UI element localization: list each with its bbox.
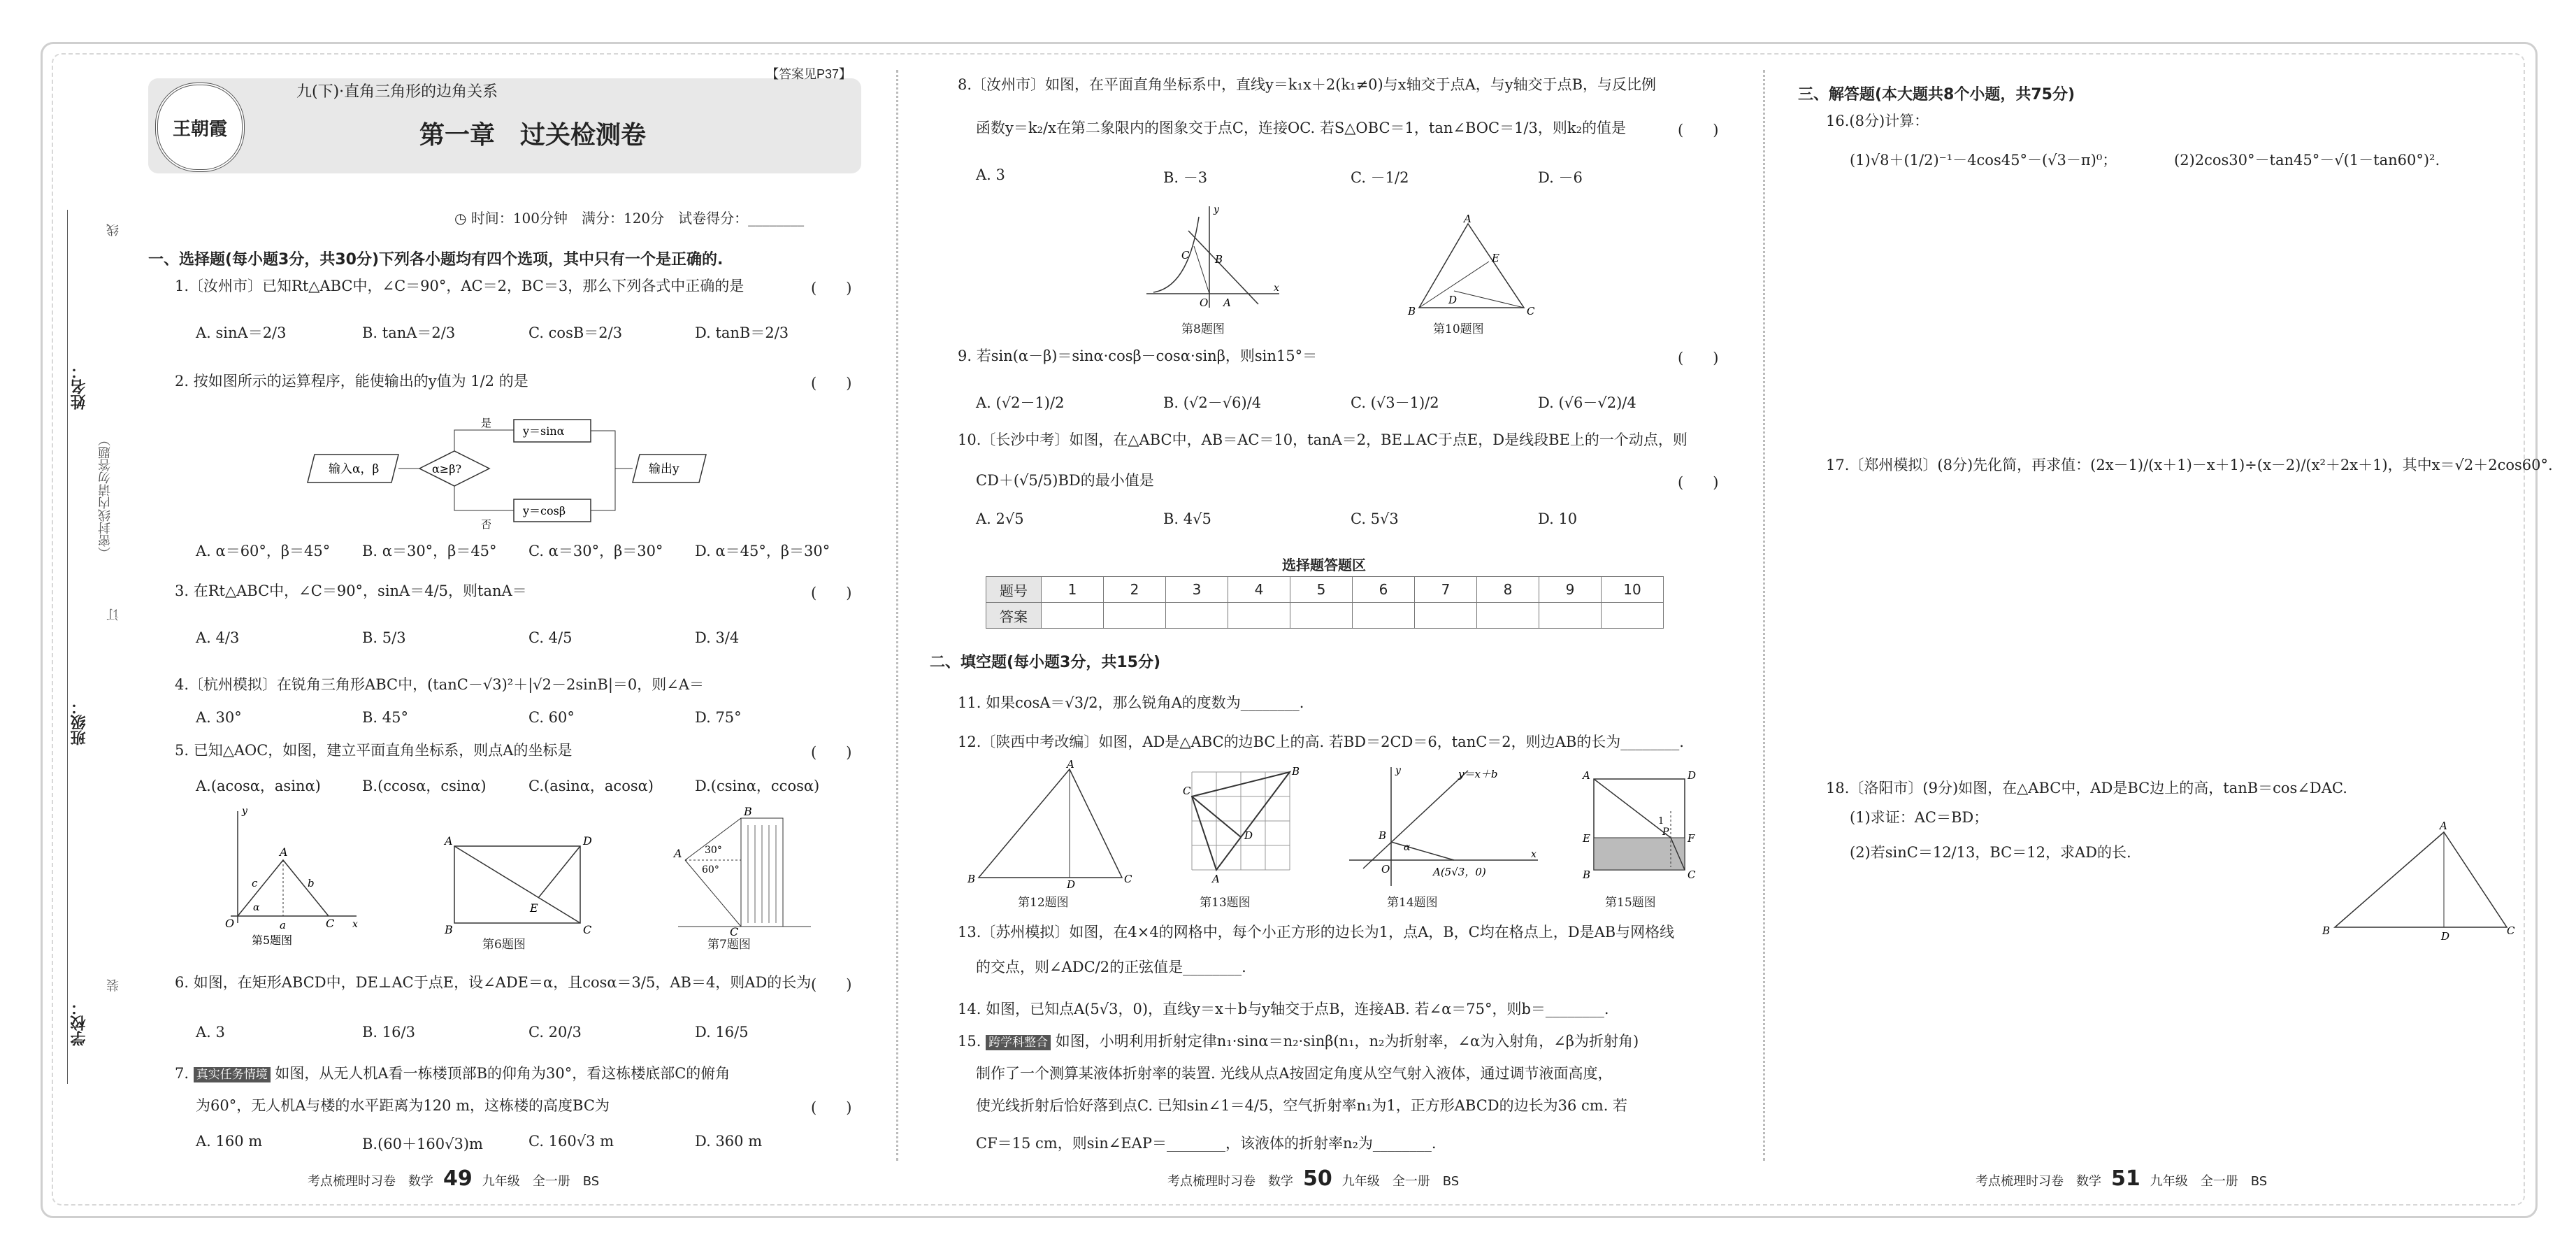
q8-option-c: C. －1/2 xyxy=(1351,169,1409,186)
svg-text:x: x xyxy=(352,919,358,930)
answer-num: 1 xyxy=(1042,577,1104,603)
q15-text4: CF＝15 cm，则sin∠EAP＝________，该液体的折射率n₂为________. xyxy=(976,1135,1437,1152)
q16-part1: (1)√8＋(1/2)⁻¹－4cos45°－(√3－π)⁰； xyxy=(1850,152,2117,169)
footer-left-pre: 考点梳理时习卷 数学 xyxy=(308,1174,433,1189)
q10-option-a: A. 2√5 xyxy=(976,510,1024,527)
q10-option-b: B. 4√5 xyxy=(1163,510,1211,527)
svg-text:30°: 30° xyxy=(705,845,722,856)
name-label: 姓名： xyxy=(71,364,88,410)
q8-option-a: A. 3 xyxy=(976,166,1005,183)
breadcrumb: 九(下)·直角三角形的边角关系 xyxy=(296,83,498,101)
answer-cell[interactable] xyxy=(1166,603,1228,629)
svg-text:E: E xyxy=(1583,832,1590,845)
footer-mid-pre: 考点梳理时习卷 数学 xyxy=(1167,1174,1293,1189)
q9-stem: 9. 若sin(α－β)＝sinα·cosβ－cosα·sinβ，则sin15°＝ xyxy=(958,348,1318,364)
q6-option-c: C. 20/3 xyxy=(528,1024,582,1041)
svg-text:60°: 60° xyxy=(702,864,719,875)
figure-5 xyxy=(210,804,364,947)
q7-option-b: B.(60＋160√3)m xyxy=(362,1136,483,1152)
answer-cell[interactable] xyxy=(1539,603,1602,629)
flow-condition: α≥β? xyxy=(432,462,462,476)
svg-text:A: A xyxy=(280,845,288,859)
q4-option-c: C. 60° xyxy=(528,709,575,726)
svg-text:P: P xyxy=(1662,827,1669,838)
q9-option-d: D. (√6－√2)/4 xyxy=(1538,394,1636,411)
figure-6 xyxy=(433,832,601,937)
q6-answer-blank[interactable]: ( ) xyxy=(811,976,852,993)
q12-stem: 12.〔陕西中考改编〕如图，AD是△ABC的边BC上的高. 若BD＝2CD＝6，tanC＝2，则边AB的长为________. xyxy=(958,734,1684,750)
answer-cell[interactable] xyxy=(1353,603,1415,629)
q16-stem: 16.(8分)计算： xyxy=(1826,113,1929,129)
figure-7 xyxy=(671,804,825,937)
fig7-caption: 第7题图 xyxy=(707,938,751,952)
footer-mid-post: 九年级 全一册 BS xyxy=(1341,1174,1460,1189)
seal-mark-xian: 线 xyxy=(106,224,121,236)
q7-text2: 为60°，无人机A与楼的水平距离为120 m，这栋楼的高度BC为 xyxy=(196,1097,610,1114)
flow-no: 否 xyxy=(481,518,492,531)
answer-num: 5 xyxy=(1290,577,1353,603)
q9-option-b: B. (√2－√6)/4 xyxy=(1163,394,1262,411)
answer-cell[interactable] xyxy=(1602,603,1664,629)
svg-text:B: B xyxy=(1408,305,1416,317)
flow-input: 输入α，β xyxy=(329,462,380,476)
flow-yes: 是 xyxy=(481,417,492,429)
q5-option-b: B.(ccosα，csinα) xyxy=(362,778,487,794)
answer-num: 2 xyxy=(1104,577,1166,603)
svg-text:D: D xyxy=(1688,769,1697,782)
svg-text:1: 1 xyxy=(1658,816,1664,827)
svg-text:A: A xyxy=(1223,296,1231,309)
q5-option-a: A.(acosα，asinα) xyxy=(196,778,321,794)
svg-text:B: B xyxy=(1292,765,1300,778)
footer-left xyxy=(308,1166,599,1191)
figure-12 xyxy=(965,758,1132,891)
svg-text:A: A xyxy=(1583,769,1590,782)
svg-text:B: B xyxy=(2322,924,2331,937)
fig6-caption: 第6题图 xyxy=(482,938,526,952)
answer-cell[interactable] xyxy=(1042,603,1104,629)
q11-stem: 11. 如果cosA＝√3/2，那么锐角A的度数为________. xyxy=(958,694,1304,711)
svg-text:B: B xyxy=(1583,868,1591,881)
svg-text:O: O xyxy=(1381,863,1390,875)
q3-stem: 3. 在Rt△ABC中，∠C＝90°，sinA＝4/5，则tanA＝ xyxy=(175,582,527,599)
svg-text:y: y xyxy=(242,806,247,817)
q7-answer-blank[interactable]: ( ) xyxy=(811,1099,852,1116)
section2-title: 二、填空题(每小题3分，共15分) xyxy=(930,654,1161,671)
svg-text:y: y xyxy=(1395,765,1401,776)
svg-text:A: A xyxy=(674,847,682,860)
q1-option-c: C. cosB＝2/3 xyxy=(528,324,623,341)
svg-text:a: a xyxy=(280,919,286,931)
q7-option-c: C. 160√3 m xyxy=(528,1133,614,1150)
seal-mark-zhuang: 装 xyxy=(106,979,121,992)
svg-text:E: E xyxy=(530,901,538,915)
svg-text:D: D xyxy=(1244,829,1253,842)
svg-text:C: C xyxy=(1688,868,1696,881)
q13-text1: 13.〔苏州模拟〕如图，在4×4的网格中，每个小正方形的边长为1，点A，B，C均在格点上，D是AB与网格线 xyxy=(958,924,1675,941)
q2-option-d: D. α＝45°，β＝30° xyxy=(695,543,830,559)
q7-option-d: D. 360 m xyxy=(695,1133,763,1150)
q1-answer-blank[interactable]: ( ) xyxy=(811,280,852,296)
answer-num: 9 xyxy=(1539,577,1602,603)
svg-text:A: A xyxy=(1464,213,1472,225)
answer-num: 10 xyxy=(1602,577,1664,603)
svg-text:O: O xyxy=(1200,296,1209,309)
answer-num: 4 xyxy=(1228,577,1290,603)
q17-stem: 17.〔郑州模拟〕(8分)先化简，再求值：(2x－1)/(x＋1)－x＋1)÷(x－2)/(x²＋2x＋1)，其中x＝√2＋2cos60°. xyxy=(1826,457,2553,473)
q8-option-d: D. －6 xyxy=(1538,169,1583,186)
svg-text:C: C xyxy=(1527,305,1535,317)
q6-stem: 6. 如图，在矩形ABCD中，DE⊥AC于点E，设∠ADE＝α，且cosα＝3/5，AB＝4，则AD的长为 xyxy=(175,974,812,991)
answer-table xyxy=(986,576,1664,629)
svg-text:A: A xyxy=(445,834,453,848)
flow-output: 输出y xyxy=(649,462,679,476)
answer-row-label-ans: 答案 xyxy=(986,603,1042,629)
q15-tag: 跨学科整合 xyxy=(986,1035,1051,1050)
logo-text: 王朝霞 xyxy=(172,118,227,140)
section1-title: 一、选择题(每小题3分，共30分)下列各小题均有四个选项，其中只有一个是正确的. xyxy=(148,251,724,269)
svg-text:F: F xyxy=(1688,832,1695,845)
answer-row-label-num: 题号 xyxy=(986,577,1042,603)
svg-text:D: D xyxy=(1067,878,1076,891)
answer-cell[interactable] xyxy=(1477,603,1539,629)
footer-right xyxy=(1976,1166,2267,1191)
section3-title: 三、解答题(本大题共8个小题，共75分) xyxy=(1798,86,2075,103)
figure-14 xyxy=(1342,764,1545,889)
fig8-caption: 第8题图 xyxy=(1181,322,1225,336)
q10-text2: CD＋(√5/5)BD的最小值是 xyxy=(976,472,1154,489)
svg-text:E: E xyxy=(1492,252,1499,264)
figure-18 xyxy=(2321,822,2517,941)
svg-text:α: α xyxy=(1404,842,1411,853)
fig14-caption: 第14题图 xyxy=(1387,896,1438,910)
svg-text:B: B xyxy=(967,873,976,885)
column-divider xyxy=(1763,70,1765,1161)
q18-stem: 18.〔洛阳市〕(9分)如图，在△ABC中，AD是BC边上的高，tanB＝cos∠DAC. xyxy=(1826,780,2347,796)
svg-text:D: D xyxy=(2441,930,2450,943)
svg-text:x: x xyxy=(1274,283,1279,294)
clock-icon: ◷ xyxy=(454,210,471,227)
svg-text:x: x xyxy=(1531,849,1537,860)
q1-option-a: A. sinA＝2/3 xyxy=(196,324,287,341)
svg-text:y＝x＋b: y＝x＋b xyxy=(1458,768,1498,780)
q9-option-a: A. (√2－1)/2 xyxy=(976,394,1065,411)
q4-option-a: A. 30° xyxy=(196,709,242,726)
q2-stem: 2. 按如图所示的运算程序，能使输出的y值为 1/2 的是 xyxy=(175,373,528,389)
svg-text:A: A xyxy=(2440,820,2447,832)
q13-text2: 的交点，则∠ADC/2的正弦值是________. xyxy=(976,959,1246,975)
q3-option-a: A. 4/3 xyxy=(196,629,240,646)
q7-stem: 7. 真实任务情境 如图，从无人机A看一栋楼顶部B的仰角为30°，看这栋楼底部C的俯角 xyxy=(175,1065,731,1082)
q9-answer-blank[interactable]: ( ) xyxy=(1678,350,1719,366)
q2-option-c: C. α＝30°，β＝30° xyxy=(528,543,663,559)
footer-mid xyxy=(1167,1166,1459,1191)
figure-10 xyxy=(1405,213,1545,317)
svg-text:C: C xyxy=(1124,873,1132,885)
q7-text1: 如图，从无人机A看一栋楼顶部B的仰角为30°，看这栋楼底部C的俯角 xyxy=(275,1065,731,1082)
q3-answer-blank[interactable]: ( ) xyxy=(811,585,852,601)
figure-13 xyxy=(1181,765,1307,884)
figure-15 xyxy=(1580,769,1699,888)
svg-text:C: C xyxy=(583,923,592,936)
q3-option-b: B. 5/3 xyxy=(362,629,406,646)
column-divider xyxy=(896,70,898,1161)
q5-option-d: D.(csinα，ccosα) xyxy=(695,778,820,794)
answer-cell[interactable] xyxy=(1290,603,1353,629)
svg-text:A(5√3，0): A(5√3，0) xyxy=(1433,866,1486,878)
q4-stem: 4.〔杭州模拟〕在锐角三角形ABC中，(tanC－√3)²＋|√2－2sinB|＝0，则∠A＝ xyxy=(175,676,705,693)
q6-option-a: A. 3 xyxy=(196,1024,225,1041)
svg-text:A: A xyxy=(1067,758,1074,771)
q3-option-c: C. 4/5 xyxy=(528,629,573,646)
q7-option-a: A. 160 m xyxy=(196,1133,263,1150)
page-number-49: 49 xyxy=(443,1166,473,1191)
answer-table-answer-row xyxy=(986,603,1664,629)
q10-option-d: D. 10 xyxy=(1538,510,1578,527)
q9-option-c: C. (√3－1)/2 xyxy=(1351,394,1439,411)
answer-cell[interactable] xyxy=(1415,603,1477,629)
page-title: 第一章 过关检测卷 xyxy=(419,121,647,150)
svg-text:B: B xyxy=(744,805,752,818)
binding-line xyxy=(67,210,68,1084)
flow-y-sin: y＝sinα xyxy=(523,424,565,438)
q15-text2: 制作了一个测算某液体折射率的装置. 光线从点A按固定角度从空气射入液体，通过调节液面高度， xyxy=(976,1065,1613,1082)
svg-text:B: B xyxy=(1215,253,1223,266)
fig13-caption: 第13题图 xyxy=(1200,896,1251,910)
flow-y-cos: y＝cosβ xyxy=(523,504,566,517)
q2-flowchart xyxy=(301,406,720,531)
svg-text:O: O xyxy=(225,917,235,930)
school-label: 学校： xyxy=(71,1000,88,1046)
svg-text:C: C xyxy=(730,925,739,938)
answer-num: 7 xyxy=(1415,577,1477,603)
q10-answer-blank[interactable]: ( ) xyxy=(1678,474,1719,491)
svg-text:B: B xyxy=(445,923,453,936)
q10-text1: 10.〔长沙中考〕如图，在△ABC中，AB＝AC＝10，tanA＝2，BE⊥AC于点E，D是线段BE上的一个动点，则 xyxy=(958,431,1688,448)
exam-info-text: 时间：100分钟 满分：120分 试卷得分：________ xyxy=(470,210,805,227)
q10-option-c: C. 5√3 xyxy=(1351,510,1399,527)
svg-text:c: c xyxy=(252,877,258,889)
q7-tag: 真实任务情境 xyxy=(194,1067,271,1082)
answer-num: 3 xyxy=(1166,577,1228,603)
svg-text:A: A xyxy=(1212,873,1220,885)
svg-text:C: C xyxy=(1181,249,1190,262)
q14-stem: 14. 如图，已知点A(5√3，0)，直线y＝x＋b与y轴交于点B，连接AB. 若∠α＝75°，则b＝________. xyxy=(958,1001,1609,1017)
page-number-50: 50 xyxy=(1303,1166,1332,1191)
q1-option-b: B. tanA＝2/3 xyxy=(362,324,456,341)
q2-option-b: B. α＝30°，β＝45° xyxy=(362,543,497,559)
q8-answer-blank[interactable]: ( ) xyxy=(1678,122,1719,138)
footer-left-post: 九年级 全一册 BS xyxy=(482,1174,600,1189)
answer-ref: 【答案见P37】 xyxy=(766,67,852,81)
q1-option-d: D. tanB＝2/3 xyxy=(695,324,789,341)
q15-text1: 如图，小明利用折射定律n₁·sinα＝n₂·sinβ(n₁，n₂为折射率，∠α为入射角，∠β为折射角) xyxy=(1055,1033,1639,1050)
q16-part2: (2)2cos30°－tan45°－√(1－tan60°)². xyxy=(2174,152,2440,169)
q8-text1: 8.〔汝州市〕如图，在平面直角坐标系中，直线y＝k₁x＋2(k₁≠0)与x轴交于点A，与y轴交于点B，与反比例 xyxy=(958,76,1657,93)
footer-right-pre: 考点梳理时习卷 数学 xyxy=(1976,1174,2101,1189)
fig10-caption: 第10题图 xyxy=(1433,322,1484,336)
svg-text:C: C xyxy=(1183,785,1191,797)
answer-num: 6 xyxy=(1353,577,1415,603)
q5-answer-blank[interactable]: ( ) xyxy=(811,744,852,761)
q3-option-d: D. 3/4 xyxy=(695,629,740,646)
q6-option-d: D. 16/5 xyxy=(695,1024,749,1041)
q15-stem: 15. 跨学科整合 如图，小明利用折射定律n₁·sinα＝n₂·sinβ(n₁，n₂为折射率，∠α为入射角，∠β为折射角) xyxy=(958,1033,1639,1050)
fig12-caption: 第12题图 xyxy=(1018,896,1069,910)
header-logo xyxy=(155,83,245,172)
q8-text2: 函数y＝k₂/x在第二象限内的图象交于点C，连接OC. 若S△OBC＝1，tan∠BOC＝1/3，则k₂的值是 xyxy=(976,120,1627,136)
class-label: 班级： xyxy=(71,699,88,745)
svg-text:B: B xyxy=(1379,829,1387,842)
answer-area-title: 选择题答题区 xyxy=(1282,557,1366,573)
answer-cell[interactable] xyxy=(1104,603,1166,629)
figure-8 xyxy=(1132,203,1286,315)
q1-stem: 1.〔汝州市〕已知Rt△ABC中，∠C＝90°，AC＝2，BC＝3，那么下列各式中正确的是 xyxy=(175,278,744,294)
answer-num: 8 xyxy=(1477,577,1539,603)
q2-answer-blank[interactable]: ( ) xyxy=(811,375,852,392)
answer-cell[interactable] xyxy=(1228,603,1290,629)
svg-text:C: C xyxy=(2507,924,2515,937)
fig5-caption: 第5题图 xyxy=(252,934,293,947)
q8-option-b: B. －3 xyxy=(1163,169,1208,186)
svg-text:α: α xyxy=(253,902,260,913)
page-number-51: 51 xyxy=(2111,1166,2140,1191)
q18-part2: (2)若sinC＝12/13，BC＝12，求AD的长. xyxy=(1850,844,2131,861)
svg-text:C: C xyxy=(326,917,335,930)
q15-text3: 使光线折射后恰好落到点C. 已知sin∠1＝4/5，空气折射率n₁为1，正方形ABCD的边长为36 cm. 若 xyxy=(976,1097,1628,1114)
q4-option-d: D. 75° xyxy=(695,709,742,726)
svg-text:y: y xyxy=(1214,204,1219,215)
svg-text:D: D xyxy=(583,834,592,848)
seal-note: （密封线内请勿答题） xyxy=(98,434,113,559)
q18-part1: (1)求证：AC＝BD； xyxy=(1850,809,1989,826)
seal-mark-ding: 订 xyxy=(106,608,121,621)
exam-info xyxy=(454,207,804,227)
svg-text:D: D xyxy=(1448,294,1458,306)
fig15-caption: 第15题图 xyxy=(1605,896,1656,910)
q5-option-c: C.(asinα，acosα) xyxy=(528,778,654,794)
q5-stem: 5. 已知△AOC，如图，建立平面直角坐标系，则点A的坐标是 xyxy=(175,742,573,759)
q6-option-b: B. 16/3 xyxy=(362,1024,415,1041)
q4-option-b: B. 45° xyxy=(362,709,409,726)
svg-text:b: b xyxy=(308,877,315,889)
q2-option-a: A. α＝60°，β＝45° xyxy=(196,543,331,559)
answer-table-header-row xyxy=(986,577,1664,603)
footer-right-post: 九年级 全一册 BS xyxy=(2150,1174,2268,1189)
